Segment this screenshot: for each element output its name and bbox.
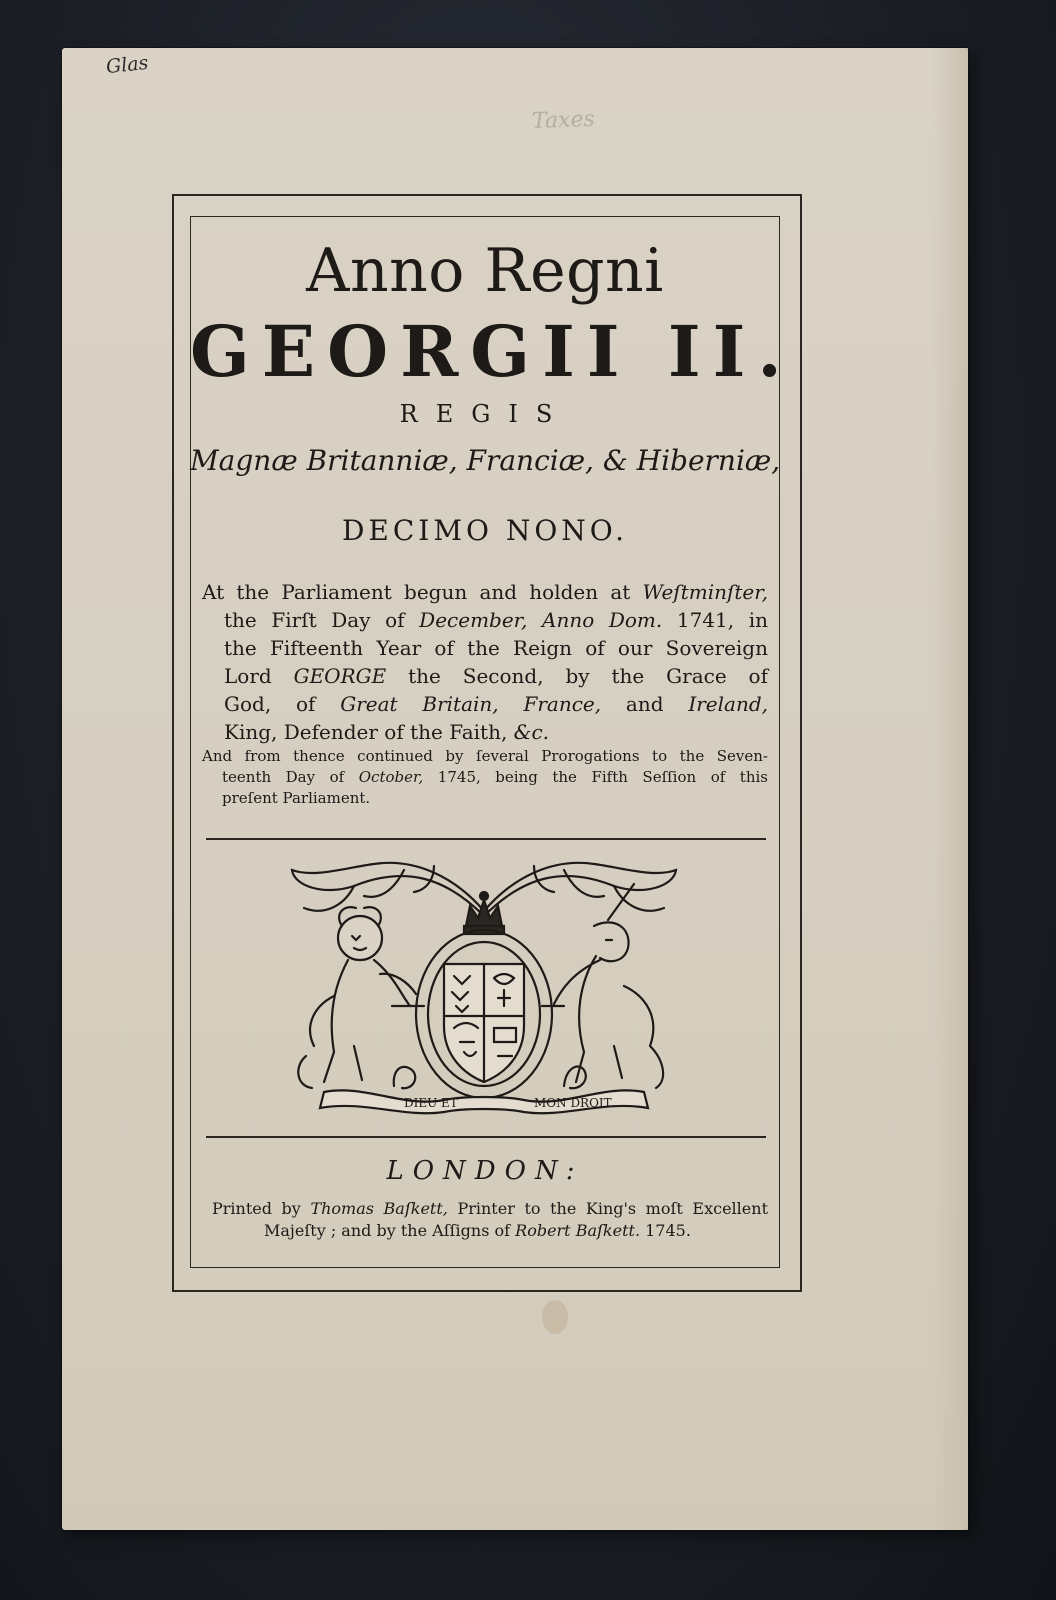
divider-rule-top [206, 838, 766, 840]
motto-left-text: DIEU ET [404, 1096, 458, 1110]
continuation-line-3: preſent Parliament. [222, 789, 371, 807]
parliament-line-4 [202, 662, 768, 690]
text-run: teenth Day of [222, 768, 359, 786]
royal-coat-of-arms-icon [284, 856, 684, 1120]
parliament-line-3: the Fifteenth Year of the Reign of our Sovereign [224, 636, 768, 660]
text-run: Printer to the King's moſt Excellent [447, 1199, 768, 1218]
text-run-italic: GEORGE [293, 664, 387, 688]
continuation-line-2 [202, 767, 768, 788]
text-run: Majeſty ; and by the Aſſigns of [264, 1221, 516, 1240]
text-run: 1745. [640, 1221, 691, 1240]
text-run-italic: Thomas Baſkett, [310, 1199, 448, 1218]
printed-sheet [62, 48, 968, 1530]
continuation-paragraph [202, 746, 768, 809]
text-run [527, 608, 542, 632]
parliament-line-5 [202, 690, 768, 718]
sheet-deckle-edge [932, 48, 968, 1530]
text-run: Printed by [212, 1199, 311, 1218]
text-run: King, Defender of the Faith, [224, 720, 514, 744]
handwritten-note: Glas [104, 51, 150, 79]
imprint-line-2 [212, 1220, 768, 1242]
text-run: Lord [224, 664, 294, 688]
title-decimo-nono: DECIMO NONO. [341, 514, 629, 547]
text-run-italic: Weſtminſter, [642, 580, 768, 604]
faint-pencil-note: Taxes [531, 106, 596, 135]
text-run-italic: Anno Dom. [542, 608, 663, 632]
parliament-line-1 [202, 578, 768, 606]
text-run: 1745, being the Fifth Seſſion of this [423, 768, 768, 786]
imprint-line-1 [212, 1198, 768, 1220]
parliament-line-6 [202, 718, 768, 746]
text-run: and [601, 692, 689, 716]
motto-right-text: MON DROIT [534, 1096, 612, 1110]
title-anno-regni: Anno Regni [306, 236, 664, 306]
text-run-italic: Ireland, [688, 692, 768, 716]
text-run-italic: &c. [513, 720, 550, 744]
title-georgii: GEORGII II. [190, 310, 794, 393]
text-run-italic: Robert Baſkett. [515, 1221, 641, 1240]
text-run-italic: December, [419, 608, 528, 632]
title-regis: REGIS [399, 400, 571, 428]
divider-rule-bottom [206, 1136, 766, 1138]
text-run: God, of [224, 692, 341, 716]
imprint-city: LONDON: [386, 1156, 584, 1186]
text-run-italic: Great Britain, France, [340, 692, 602, 716]
title-magnae-britanniae: Magnæ Britanniæ, Franciæ, & Hiberniæ, [190, 444, 781, 477]
parliament-line-2 [202, 606, 768, 634]
foxing-stain [542, 1300, 568, 1334]
text-run: the Firſt Day of [224, 608, 420, 632]
text-run: 1741, in [662, 608, 768, 632]
text-run-italic: October, [358, 768, 424, 786]
parliament-paragraph [202, 578, 768, 746]
continuation-line-1: And from thence continued by ſeveral Prorogations to the Seven- [202, 747, 768, 765]
imprint-paragraph [212, 1198, 768, 1242]
text-run: At the Parliament begun and holden at [202, 580, 643, 604]
text-run: the Second, by the Grace of [386, 664, 768, 688]
